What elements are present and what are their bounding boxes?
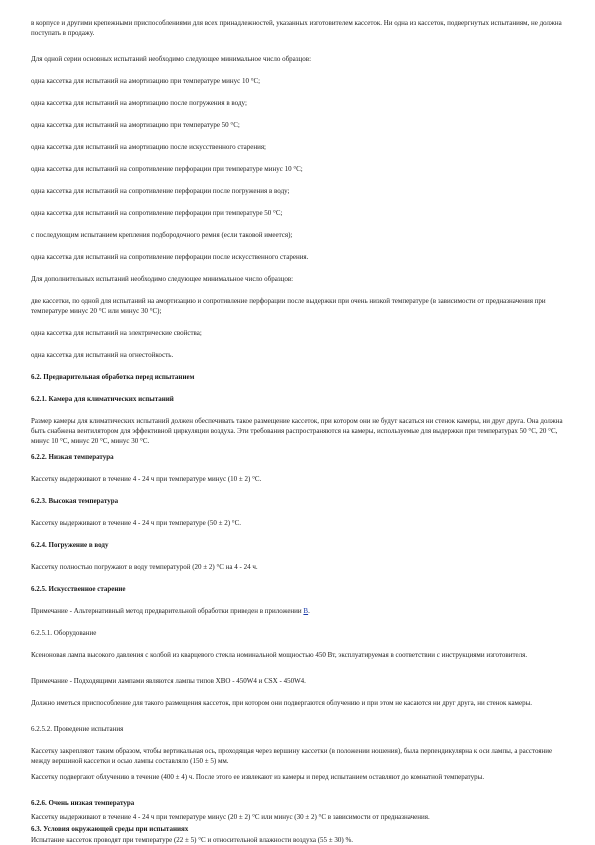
list-item: две кассетки, по одной для испытаний на амортизацию и сопротивление перфорации после выдержки при очень низкой температуре (в зависимости от предназначения при температуре минус 20 °С или минус 30 °С); [31,297,546,315]
note: Примечание - Подходящими лампами являются лампы типов XBO - 450W4 и CSX - 450W4. [31,677,306,685]
section-heading: 6.2.5.1. Оборудование [31,629,97,637]
appendix-link[interactable]: В [303,607,309,615]
list-item: с последующим испытанием крепления подбородочного ремня (если таковой имеется); [31,231,293,239]
note-text: Примечание - Альтернативный метод предварительной обработки приведен в приложении [31,607,304,615]
list-item: одна кассетка для испытаний на сопротивление перфорации после погружения в воду; [31,187,290,195]
list-item: одна кассетка для испытаний на сопротивление перфорации при температуре 50 °С; [31,209,283,217]
note [31,606,571,616]
paragraph: Кассетку выдерживают в течение 4 - 24 ч при температуре (50 ± 2) °С. [31,519,242,527]
list-item: одна кассетка для испытаний на амортизацию после искусственного старения; [31,143,266,151]
note-end: . [308,607,310,615]
paragraph: Кассетку подвергают облучению в течение (400 ± 4) ч. После этого ее извлекают из камеры и перед испытанием оставляют до комнатной температуры. [31,773,485,781]
paragraph: Кассетку выдерживают в течение 4 - 24 ч при температуре минус (10 ± 2) °С. [31,475,262,483]
section-heading: 6.3. Условия окружающей среды при испытаниях [31,825,189,833]
paragraph: в корпусе и другими крепежными приспособлениями для всех принадлежностей, указанных изготовителем кассеток. Ни одна из кассеток, подвергнутых испытаниям, не должна поступать в продажу. [31,19,562,37]
section-heading: 6.2.4. Погружение в воду [31,541,109,549]
section-heading: 6.2.5.2. Проведение испытания [31,725,124,733]
list-item: одна кассетка для испытаний на сопротивление перфорации после искусственного старения. [31,253,309,261]
paragraph: Кассетку закрепляют таким образом, чтобы вертикальная ось, проходящая через вершину кассетки (в положении ношения), была перпендикулярна к оси лампы, а расстояние между вершиной кассетки и осью лампы составляло (150 ± 5) мм. [31,747,553,765]
paragraph: Испытание кассеток проводят при температуре (22 ± 5) °С и относительной влажности воздуха (55 ± 30) %. [31,836,354,844]
paragraph: Ксеноновая лампа высокого давления с колбой из кварцевого стекла номинальной мощностью 450 Вт, эксплуатируемая в соответствии с инструкциями изготовителя. [31,651,528,659]
list-item: одна кассетка для испытаний на амортизацию после погружения в воду; [31,99,247,107]
list-item: одна кассетка для испытаний на огнестойкость. [31,351,174,359]
section-heading: 6.2.5. Искусственное старение [31,585,126,593]
list-item: одна кассетка для испытаний на сопротивление перфорации при температуре минус 10 °С; [31,165,303,173]
paragraph: Кассетку полностью погружают в воду температурой (20 ± 2) °С на 4 - 24 ч. [31,563,258,571]
paragraph: Кассетку выдерживают в течение 4 - 24 ч при температуре минус (20 ± 2) °С или минус (30 ± 2) °С в зависимости от предназначения. [31,813,430,821]
section-heading: 6.2.1. Камера для климатических испытаний [31,395,174,403]
list-item: одна кассетка для испытаний на электрические свойства; [31,329,202,337]
list-item: одна кассетка для испытаний на амортизацию при температуре 50 °С; [31,121,240,129]
section-heading: 6.2.2. Низкая температура [31,453,114,461]
list-item: одна кассетка для испытаний на амортизацию при температуре минус 10 °С; [31,77,261,85]
section-heading: 6.2.3. Высокая температура [31,497,119,505]
paragraph: Для дополнительных испытаний необходимо следующее минимальное число образцов: [31,275,294,283]
paragraph: Должно иметься приспособление для такого размещения кассеток, при котором они подвергаются облучению и при этом не касаются ни друг друга, ни стенок камеры. [31,699,533,707]
paragraph: Размер камеры для климатических испытаний должен обеспечивать такое размещение кассеток, при котором они не будут касаться ни стенок камеры, ни друг друга. Она должна быть снабжена вентилятором для эффективной циркуляции воздуха. Эти требования распространяются на камеры, используемые для выдержки при температурах 50 °С, 20 °С, минус 10 °С, минус 20 °С, минус 30 °С. [31,417,563,445]
paragraph: Для одной серии основных испытаний необходимо следующее минимальное число образцов: [31,55,312,63]
section-heading: 6.2. Предварительная обработка перед испытанием [31,373,195,381]
section-heading: 6.2.6. Очень низкая температура [31,799,135,807]
